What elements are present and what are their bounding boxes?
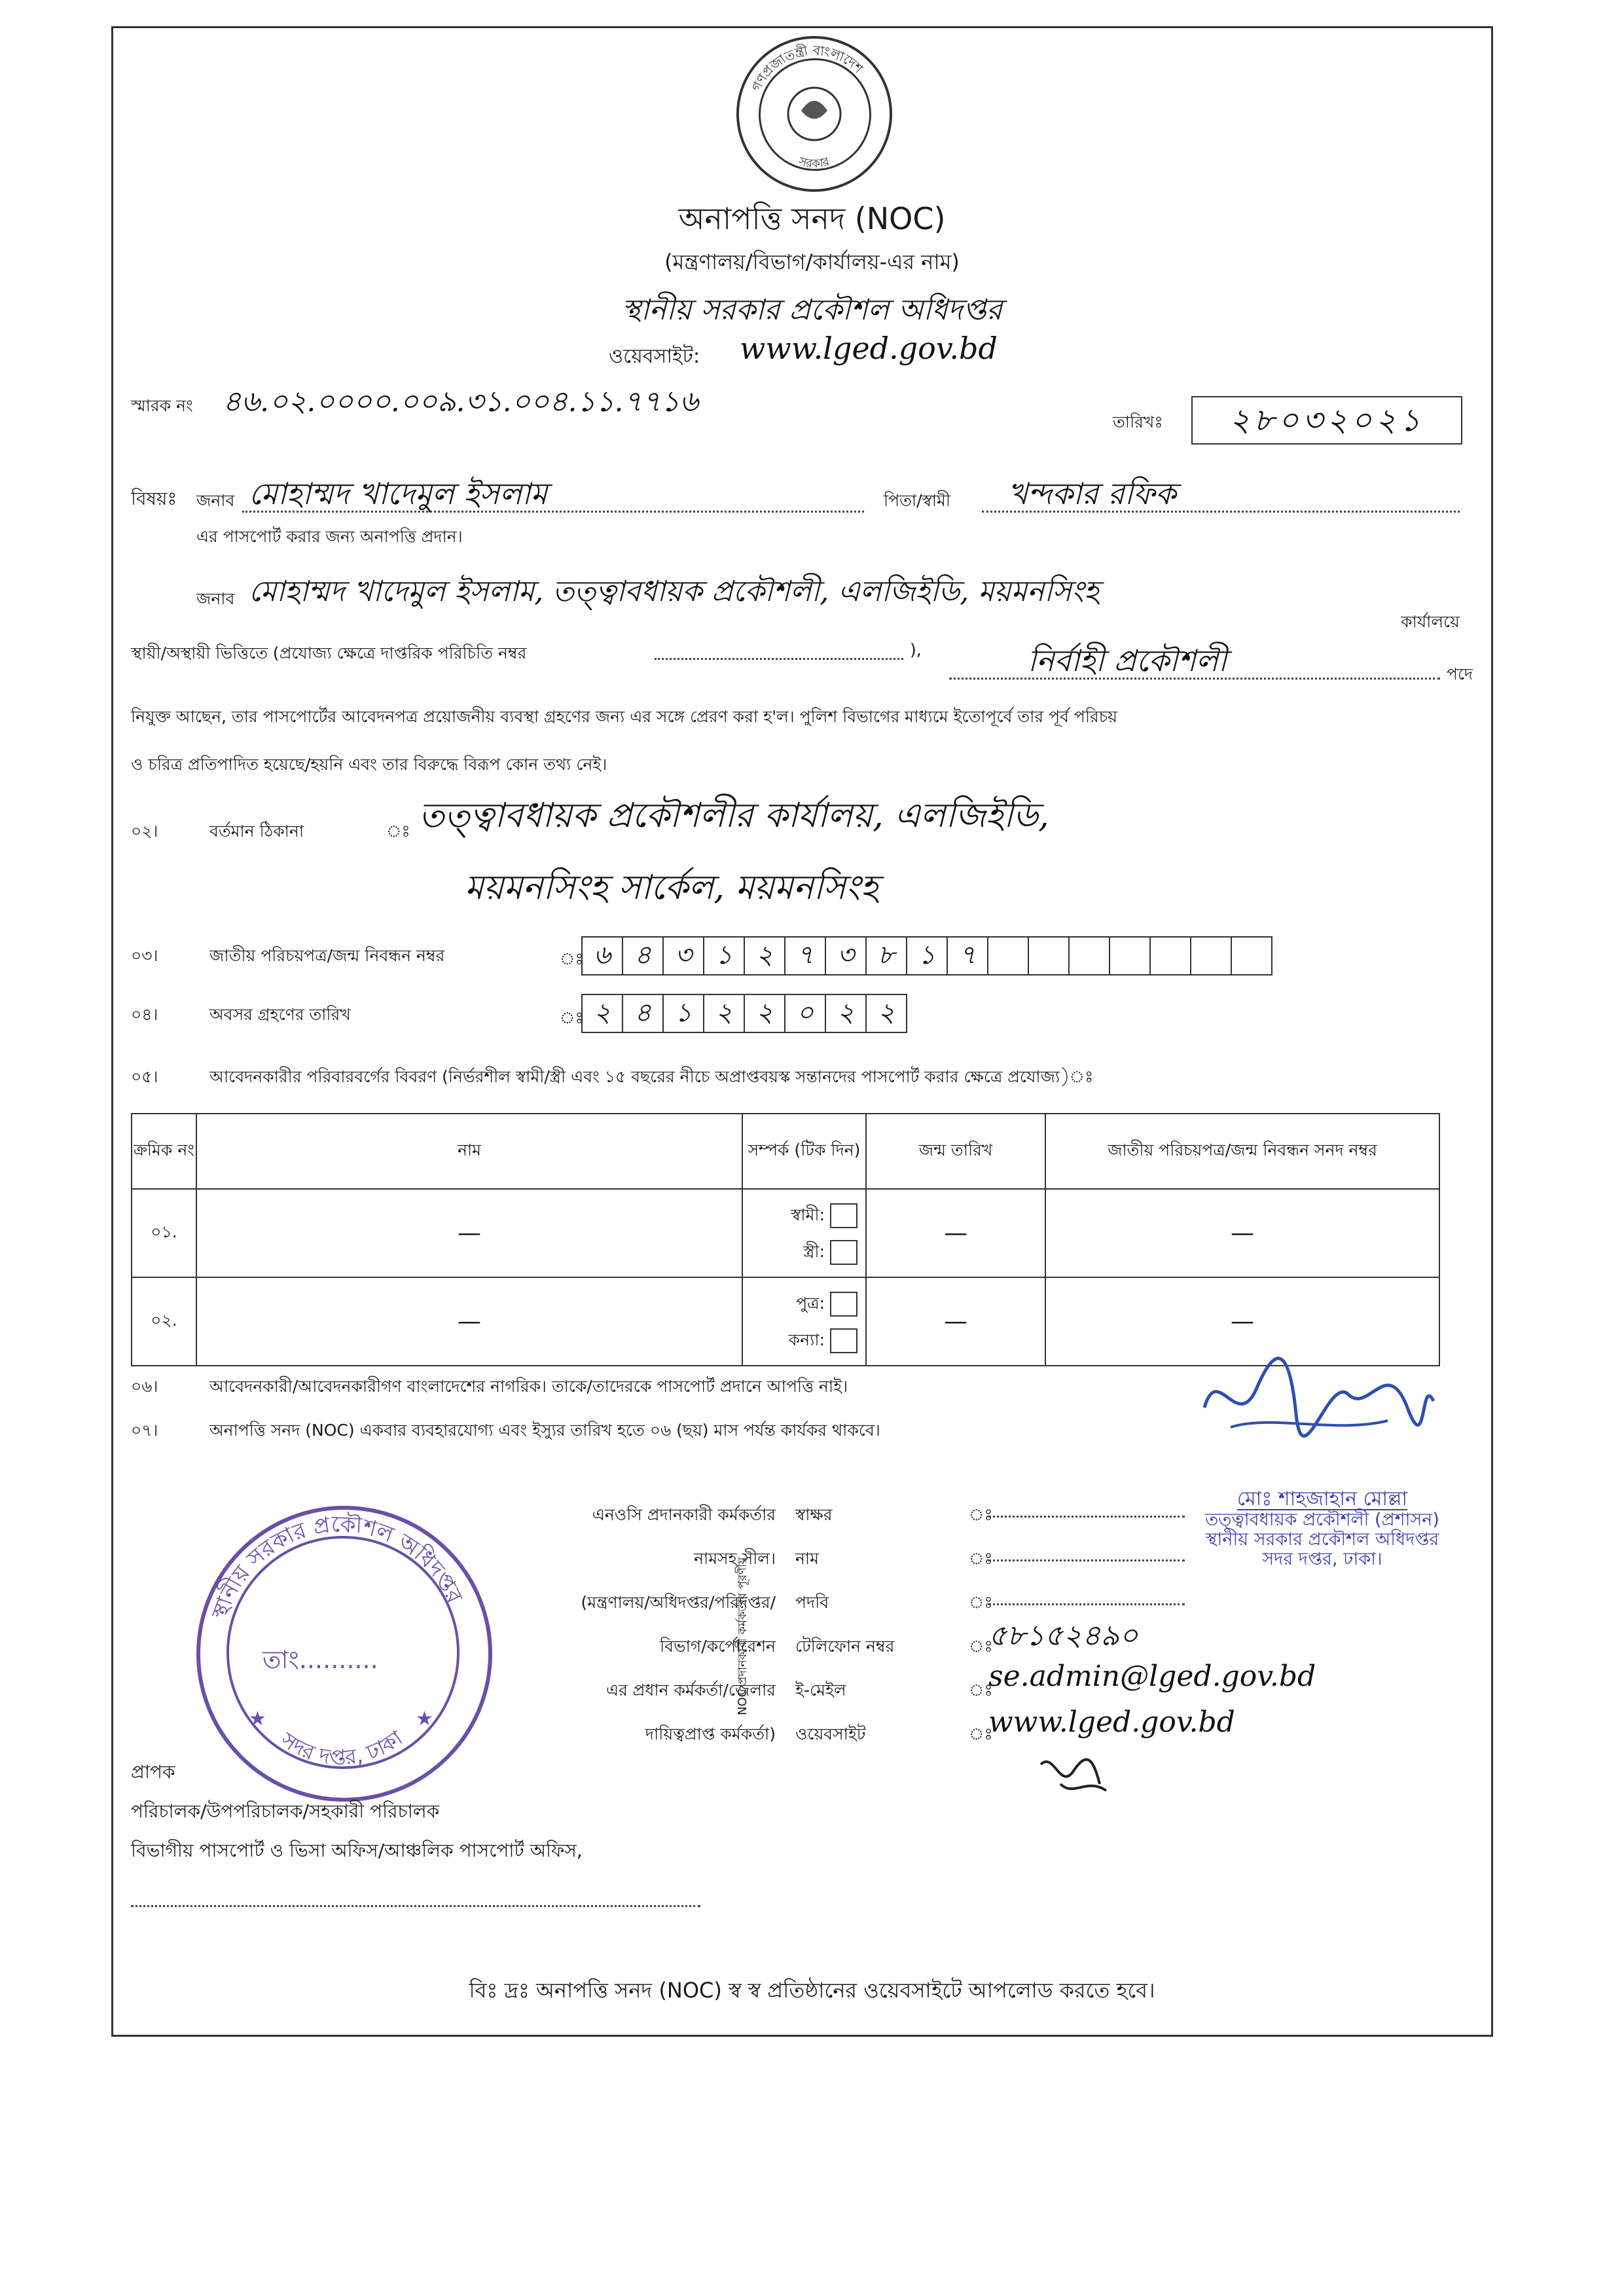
- nid-digit-box: ৬: [581, 936, 623, 975]
- field-label-name: নাম: [795, 1549, 820, 1568]
- permanent-line: স্থায়ী/অস্থায়ী ভিত্তিতে (প্রযোজ্য ক্ষেত্রে দাপ্তরিক পরিচিতি নম্বর: [131, 644, 527, 663]
- paren-close: ),: [910, 640, 922, 659]
- recipient-line-2: বিভাগীয় পাসপোর্ট ও ভিসা অফিস/আঞ্চলিক পাসপোর্ট অফিস,: [131, 1840, 583, 1861]
- officer-name: মোঃ শাহজাহান মোল্লা: [1236, 1487, 1408, 1510]
- signing-label-line: এর প্রধান কর্মকর্তা/জেলার: [606, 1681, 776, 1700]
- item-04-colon: ঃ: [560, 1008, 584, 1027]
- nid-digit-box: [987, 936, 1029, 975]
- svg-text:স্থানীয় সরকার প্রকৌশল অধিদপ্ত: স্থানীয় সরকার প্রকৌশল অধিদপ্তর: [206, 1511, 468, 1623]
- relation-wife-label: স্ত্রী:: [803, 1241, 825, 1261]
- item-04-label: অবসর গ্রহণের তারিখ: [209, 1005, 351, 1024]
- row-nid-dash: —: [1045, 1189, 1439, 1277]
- row-dob-dash: —: [866, 1189, 1045, 1277]
- memo-label: স্মারক নং: [131, 396, 193, 415]
- footer-note: বিঃ দ্রঃ অনাপত্তি সনদ (NOC) স্ব স্ব প্রতিষ্ঠানের ওয়েবসাইটে আপলোড করতে হবে।: [469, 1978, 1155, 2003]
- memo-value: ৪৬.০২.০০০০.০০৯.৩১.০০৪.১১.৭৭১৬: [223, 385, 698, 418]
- col-header-relation: সম্পর্ক (টিক দিন): [742, 1114, 866, 1189]
- relation-daughter-label: কন্যা:: [788, 1330, 825, 1349]
- signing-label-line: নামসহ সীল।: [694, 1549, 776, 1568]
- item-05-no: ০৫।: [131, 1067, 158, 1086]
- nid-digit-box: [1231, 936, 1272, 975]
- body-mr-label: জনাব: [196, 589, 235, 608]
- nid-digit-box: [1190, 936, 1232, 975]
- item-07-no: ০৭।: [131, 1421, 158, 1440]
- row-nid-dash: —: [1045, 1277, 1439, 1366]
- item-06-text: আবেদনকারী/আবেদনকারীগণ বাংলাদেশের নাগরিক। তাকে/তাদেরকে পাসপোর্ট প্রদানে আপত্তি নাই।: [209, 1377, 848, 1396]
- nid-digit-box: [1028, 936, 1070, 975]
- col-header-sl: ক্রমিক নং: [132, 1114, 196, 1189]
- nid-digit-box: [1068, 936, 1110, 975]
- nid-digit-boxes: [583, 936, 1272, 975]
- field-label-email: ই-মেইল: [795, 1681, 846, 1700]
- svg-text:সদর দপ্তর, ঢাকা: সদর দপ্তর, ঢাকা: [276, 1725, 407, 1770]
- nid-digit-box: ৩: [662, 936, 704, 975]
- col-header-name: নাম: [196, 1114, 742, 1189]
- item-07-text: অনাপত্তি সনদ (NOC) একবার ব্যবহারযোগ্য এবং ইস্যুর তারিখ হতে ০৬ (ছয়) মাস পর্যন্ত কার্যকর থাকবে।: [209, 1421, 880, 1440]
- page-title: অনাপত্তি সনদ (NOC): [678, 201, 946, 236]
- date-label: তারিখঃ: [1113, 412, 1163, 431]
- field-label-website: ওয়েবসাইট: [795, 1724, 866, 1743]
- retirement-digit-box: ২: [825, 994, 867, 1033]
- son-checkbox[interactable]: [830, 1292, 857, 1317]
- office-id-line: [655, 658, 903, 660]
- item-02-value-1: তত্ত্বাবধায়ক প্রকৌশলীর কার্যালয়, এলজিইডি,: [419, 796, 1049, 835]
- col-header-dob: জন্ম তারিখ: [866, 1114, 1045, 1189]
- husband-checkbox[interactable]: [830, 1203, 857, 1228]
- recipient-label: প্রাপক: [131, 1761, 175, 1783]
- stamp-date-field: তাং..........: [262, 1645, 378, 1674]
- signing-label-line: বিভাগ/কর্পোরেশন: [659, 1637, 776, 1656]
- relation-son-label: পুত্র:: [796, 1293, 825, 1313]
- field-label-designation: পদবি: [795, 1593, 829, 1612]
- daughter-checkbox[interactable]: [830, 1328, 857, 1353]
- officer-designation: তত্ত্বাবধায়ক প্রকৌশলী (প্রশাসন): [1205, 1510, 1439, 1530]
- signing-label-line: দায়িত্বপ্রাপ্ত কর্মকর্তা): [645, 1724, 776, 1743]
- item-06-no: ০৬।: [131, 1377, 158, 1396]
- initials-icon: [1034, 1745, 1113, 1804]
- body-name-desig: মোহাম্মদ খাদেমুল ইসলাম, তত্ত্বাবধায়ক প্রকৌশলী, এলজিইডি, ময়মনসিংহ: [249, 575, 1099, 608]
- item-02-colon: ঃ: [386, 822, 410, 841]
- signing-left-labels: [471, 1493, 776, 1756]
- retirement-digit-box: ১: [662, 994, 704, 1033]
- website-label: ওয়েবসাইট:: [609, 345, 700, 368]
- field-label-signature: স্বাক্ষর: [795, 1505, 833, 1524]
- name-line: [988, 1559, 1185, 1561]
- page-subtitle: (মন্ত্রণালয়/বিভাগ/কার্যালয়-এর নাম): [664, 249, 960, 274]
- item-02-no: ০২।: [131, 822, 158, 841]
- subject-label: বিষয়ঃ: [131, 488, 177, 509]
- nid-digit-box: ৭: [947, 936, 988, 975]
- post-suffix: পদে: [1447, 665, 1473, 683]
- email-value: se.admin@lged.gov.bd: [988, 1660, 1316, 1693]
- vertical-note: NOC প্রদানকারী কর্মকর্তার পূরণীয়: [736, 1557, 749, 1715]
- row-sl: ০২.: [132, 1277, 196, 1366]
- signature-line: [988, 1516, 1185, 1518]
- phone-value: ৫৮১৫২৪৯০: [988, 1619, 1138, 1652]
- nid-digit-box: [1149, 936, 1191, 975]
- father-name: খন্দকার রফিক: [1008, 476, 1176, 511]
- office-suffix: কার্যালয়ে: [1401, 612, 1460, 631]
- nid-digit-box: [1109, 936, 1151, 975]
- designation-line: [988, 1603, 1185, 1605]
- retirement-digit-box: ২: [581, 994, 623, 1033]
- government-seal: [736, 36, 892, 192]
- row-relation: [742, 1277, 866, 1366]
- website-signed-value: www.lged.gov.bd: [988, 1705, 1235, 1739]
- signing-field-labels: [795, 1493, 894, 1756]
- para-line: নিযুক্ত আছেন, তার পাসপোর্টের আবেদনপত্র প্রয়োজনীয় ব্যবস্থা গ্রহণের জন্য এর সঙ্গে প্রেরণ করা হ'ল। পুলিশ বিভাগের মাধ্যমে ইতোপূর্বে তার পূর্ব পরিচয়: [131, 707, 1118, 726]
- family-table: [131, 1113, 1440, 1366]
- row-dob-dash: —: [866, 1277, 1045, 1366]
- subject-mr-label: জনাব: [196, 491, 235, 510]
- svg-text:সরকার: সরকার: [797, 155, 831, 172]
- father-label: পিতা/স্বামী: [884, 491, 951, 510]
- nid-digit-box: ৩: [825, 936, 867, 975]
- retirement-digit-box: ০: [784, 994, 826, 1033]
- row-name-dash: —: [196, 1189, 742, 1277]
- field-label-phone: টেলিফোন নম্বর: [795, 1637, 895, 1656]
- date-value: ২৮০৩২০২১: [1191, 396, 1462, 445]
- retirement-digit-boxes: [583, 994, 907, 1033]
- item-02-value-2: ময়মনসিংহ সার্কেল, ময়মনসিংহ: [465, 868, 878, 907]
- signature-icon: [1191, 1336, 1440, 1453]
- recipient-line-1: পরিচালক/উপপরিচালক/সহকারী পরিচালক: [131, 1800, 440, 1822]
- signing-label-line: (মন্ত্রণালয়/অধিদপ্তর/পরিদপ্তর/: [581, 1593, 776, 1612]
- retirement-digit-box: ২: [744, 994, 785, 1033]
- subject-name: মোহাম্মদ খাদেমুল ইসলাম: [249, 476, 548, 511]
- row-relation: [742, 1189, 866, 1277]
- officer-office: স্থানীয় সরকার প্রকৌশল অধিদপ্তর: [1205, 1529, 1439, 1550]
- nid-digit-box: ৮: [865, 936, 907, 975]
- item-03-no: ০৩।: [131, 946, 158, 965]
- table-row: [132, 1189, 1439, 1277]
- item-05-label: আবেদনকারীর পরিবারবর্গের বিবরণ (নির্ভরশীল স্বামী/স্ত্রী এবং ১৫ বছরের নীচে অপ্রাপ্তবয়স্ক সন্তানদের পাসপোর্ট করার ক্ষেত্রে প্রযোজ্য)ঃ: [209, 1067, 1094, 1086]
- row-name-dash: —: [196, 1277, 742, 1366]
- nid-digit-box: ২: [744, 936, 785, 975]
- item-03-label: জাতীয় পরিচয়পত্র/জন্ম নিবন্ধন নম্বর: [209, 946, 445, 965]
- signing-label-line: এনওসি প্রদানকারী কর্মকর্তার: [592, 1505, 776, 1524]
- family-table-header: [132, 1114, 1439, 1189]
- office-stamp: [196, 1506, 492, 1802]
- svg-text:★: ★: [416, 1707, 433, 1730]
- post-value: নির্বাহী প্রকৌশলী: [1028, 643, 1227, 678]
- svg-text:★: ★: [249, 1707, 266, 1730]
- nid-digit-box: ১: [906, 936, 948, 975]
- website-value: www.lged.gov.bd: [740, 331, 998, 366]
- seal-ring-icon: [739, 39, 890, 189]
- item-02-label: বর্তমান ঠিকানা: [209, 822, 304, 841]
- wife-checkbox[interactable]: [830, 1240, 857, 1265]
- signing-field-colons: ঃ ঃ ঃ ঃ ঃ ঃ: [969, 1505, 993, 1743]
- officer-seal-text: [1191, 1489, 1453, 1569]
- recipient-address-line: [131, 1905, 700, 1907]
- purpose-line: এর পাসপোর্ট করার জন্য অনাপত্তি প্রদান।: [196, 527, 463, 546]
- officer-hq: সদর দপ্তর, ঢাকা।: [1262, 1549, 1382, 1569]
- item-03-colon: ঃ: [560, 949, 584, 968]
- office-name: স্থানীয় সরকার প্রকৌশল অধিদপ্তর: [621, 293, 1003, 327]
- svg-text:গণপ্রজাতন্ত্রী বাংলাদেশ: গণপ্রজাতন্ত্রী বাংলাদেশ: [748, 42, 867, 94]
- nid-digit-box: ৭: [784, 936, 826, 975]
- nid-digit-box: ৪: [622, 936, 664, 975]
- row-sl: ০১.: [132, 1189, 196, 1277]
- nid-digit-box: ১: [703, 936, 745, 975]
- item-04-no: ০৪।: [131, 1005, 158, 1024]
- retirement-digit-box: ২: [865, 994, 907, 1033]
- para-line-2: ও চরিত্র প্রতিপাদিত হয়েছে/হয়নি এবং তার বিরুদ্ধে বিরূপ কোন তথ্য নেই।: [131, 755, 607, 774]
- retirement-digit-box: ২: [703, 994, 745, 1033]
- col-header-nid: জাতীয় পরিচয়পত্র/জন্ম নিবন্ধন সনদ নম্বর: [1045, 1114, 1439, 1189]
- retirement-digit-box: ৪: [622, 994, 664, 1033]
- relation-husband-label: স্বামী:: [791, 1205, 825, 1224]
